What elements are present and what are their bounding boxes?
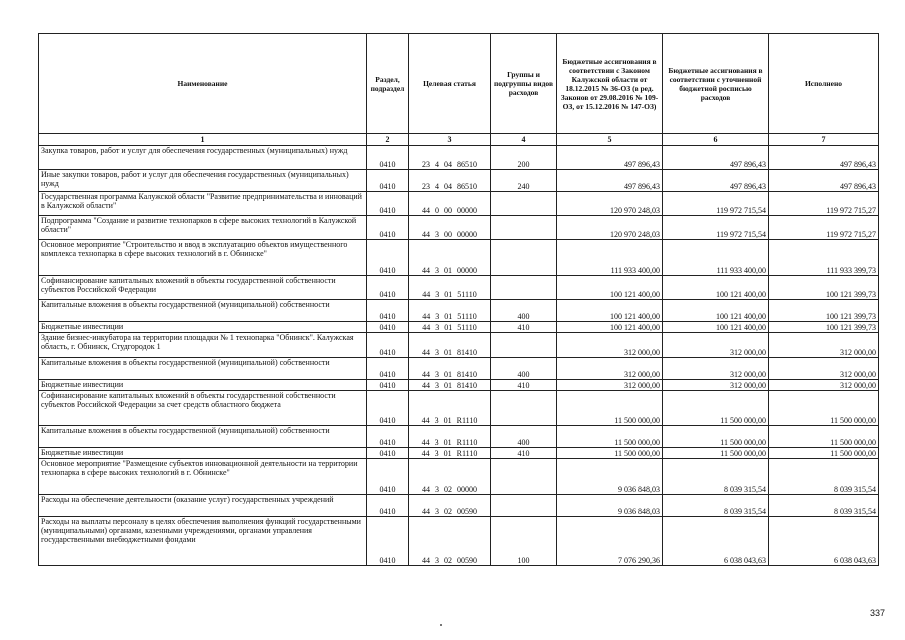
row-name: Основное мероприятие "Строительство и ввод в эксплуатацию объектов имущественного комплекса технопарка в сфере высоких технологий в г. Обнинске": [39, 240, 367, 276]
row-target-article: 44 3 01 81410: [409, 358, 491, 380]
row-executed: 119 972 715,27: [769, 192, 879, 216]
row-section: 0410: [367, 216, 409, 240]
table-row: [39, 391, 879, 426]
table-row: [39, 170, 879, 192]
row-budget-refined: 119 972 715,54: [663, 192, 769, 216]
row-budget-law: 497 896,43: [557, 146, 663, 170]
row-target-article: 44 3 01 81410: [409, 333, 491, 358]
budget-table: [38, 33, 879, 566]
page-number: 337: [869, 608, 885, 618]
table-row: [39, 216, 879, 240]
table-row: [39, 517, 879, 566]
row-executed: 497 896,43: [769, 170, 879, 192]
table-row: [39, 333, 879, 358]
table-row: [39, 240, 879, 276]
row-budget-law: 9 036 848,03: [557, 495, 663, 517]
row-section: 0410: [367, 276, 409, 300]
row-budget-refined: 497 896,43: [663, 146, 769, 170]
row-section: 0410: [367, 146, 409, 170]
row-budget-refined: 11 500 000,00: [663, 426, 769, 448]
row-budget-refined: 8 039 315,54: [663, 459, 769, 495]
row-target-article: 44 3 01 R1110: [409, 391, 491, 426]
column-number: 1: [39, 134, 367, 146]
row-executed: 312 000,00: [769, 358, 879, 380]
table-row: [39, 495, 879, 517]
row-executed: 111 933 399,73: [769, 240, 879, 276]
row-name: Бюджетные инвестиции: [39, 380, 367, 391]
row-name: Подпрограмма "Создание и развитие технопарков в сфере высоких технологий в Калужской области": [39, 216, 367, 240]
table-row: [39, 146, 879, 170]
scan-mark: [440, 624, 442, 626]
table-row: [39, 322, 879, 333]
row-section: 0410: [367, 322, 409, 333]
row-target-article: 44 3 01 51110: [409, 322, 491, 333]
row-executed: 312 000,00: [769, 380, 879, 391]
row-budget-law: 100 121 400,00: [557, 322, 663, 333]
row-expense-type: 410: [491, 322, 557, 333]
row-budget-law: 100 121 400,00: [557, 276, 663, 300]
header-row: [39, 34, 879, 134]
row-target-article: 44 3 02 00000: [409, 459, 491, 495]
row-target-article: 23 4 04 86510: [409, 146, 491, 170]
row-name: Расходы на обеспечение деятельности (оказание услуг) государственных учреждений: [39, 495, 367, 517]
row-section: 0410: [367, 380, 409, 391]
row-expense-type: [491, 459, 557, 495]
row-section: 0410: [367, 459, 409, 495]
column-number: 4: [491, 134, 557, 146]
row-name: Капитальные вложения в объекты государственной (муниципальной) собственности: [39, 426, 367, 448]
table-row: [39, 380, 879, 391]
column-number: 7: [769, 134, 879, 146]
row-expense-type: 400: [491, 358, 557, 380]
column-number-row: [39, 134, 879, 146]
row-executed: 100 121 399,73: [769, 300, 879, 322]
row-expense-type: 200: [491, 146, 557, 170]
table-body: [39, 146, 879, 566]
header-section: Раздел, подраздел: [367, 34, 409, 134]
row-section: 0410: [367, 391, 409, 426]
row-expense-type: 400: [491, 300, 557, 322]
row-executed: 119 972 715,27: [769, 216, 879, 240]
row-executed: 6 038 043,63: [769, 517, 879, 566]
row-budget-refined: 119 972 715,54: [663, 216, 769, 240]
row-target-article: 44 3 00 00000: [409, 216, 491, 240]
row-budget-law: 9 036 848,03: [557, 459, 663, 495]
row-budget-refined: 312 000,00: [663, 333, 769, 358]
row-name: Софинансирование капитальных вложений в объекты государственной собственности субъектов Российской Федерации за счет средств областного бюджета: [39, 391, 367, 426]
row-target-article: 44 3 02 00590: [409, 495, 491, 517]
row-name: Здание бизнес-инкубатора на территории площадки № 1 технопарка "Обнинск". Калужская область, г. Обнинск, Студгородок 1: [39, 333, 367, 358]
header-budget-law: Бюджетные ассигнования в соответствии с Законом Калужской области от 18.12.2015 № 36-ОЗ (в ред. Законов от 29.08.2016 № 109-ОЗ, от 15.12.2016 № 147-ОЗ): [557, 34, 663, 134]
row-budget-refined: 100 121 400,00: [663, 322, 769, 333]
row-target-article: 44 0 00 00000: [409, 192, 491, 216]
row-budget-law: 312 000,00: [557, 333, 663, 358]
row-section: 0410: [367, 426, 409, 448]
row-expense-type: [491, 192, 557, 216]
row-target-article: 44 3 02 00590: [409, 517, 491, 566]
row-section: 0410: [367, 517, 409, 566]
row-expense-type: [491, 216, 557, 240]
row-expense-type: [491, 240, 557, 276]
row-name: Основное мероприятие "Размещение субъектов инновационной деятельности на территории технопарка в сфере высоких технологий в г. Обнинске": [39, 459, 367, 495]
table-row: [39, 276, 879, 300]
row-budget-refined: 312 000,00: [663, 358, 769, 380]
row-name: Бюджетные инвестиции: [39, 448, 367, 459]
row-budget-law: 120 970 248,03: [557, 216, 663, 240]
row-budget-law: 100 121 400,00: [557, 300, 663, 322]
table-row: [39, 358, 879, 380]
row-budget-law: 312 000,00: [557, 380, 663, 391]
row-budget-refined: 8 039 315,54: [663, 495, 769, 517]
row-budget-law: 120 970 248,03: [557, 192, 663, 216]
row-name: Государственная программа Калужской области "Развитие предпринимательства и инноваций в Калужской области": [39, 192, 367, 216]
table-row: [39, 426, 879, 448]
row-section: 0410: [367, 240, 409, 276]
row-budget-law: 312 000,00: [557, 358, 663, 380]
column-number: 2: [367, 134, 409, 146]
row-name: Софинансирование капитальных вложений в объекты государственной собственности субъектов Российской Федерации: [39, 276, 367, 300]
row-section: 0410: [367, 170, 409, 192]
row-budget-refined: 100 121 400,00: [663, 276, 769, 300]
row-expense-type: [491, 495, 557, 517]
row-budget-refined: 111 933 400,00: [663, 240, 769, 276]
row-expense-type: [491, 391, 557, 426]
row-executed: 11 500 000,00: [769, 426, 879, 448]
row-budget-refined: 497 896,43: [663, 170, 769, 192]
row-budget-law: 11 500 000,00: [557, 391, 663, 426]
row-budget-refined: 6 038 043,63: [663, 517, 769, 566]
row-budget-refined: 312 000,00: [663, 380, 769, 391]
table-row: [39, 459, 879, 495]
row-section: 0410: [367, 448, 409, 459]
header-budget-refined: Бюджетные ассигнования в соответствии с уточненной бюджетной росписью расходов: [663, 34, 769, 134]
column-number: 3: [409, 134, 491, 146]
row-budget-law: 11 500 000,00: [557, 448, 663, 459]
row-budget-law: 11 500 000,00: [557, 426, 663, 448]
row-section: 0410: [367, 300, 409, 322]
header-name: Наименование: [39, 34, 367, 134]
row-name: Капитальные вложения в объекты государственной (муниципальной) собственности: [39, 300, 367, 322]
row-executed: 100 121 399,73: [769, 276, 879, 300]
row-target-article: 44 3 01 51110: [409, 276, 491, 300]
row-budget-refined: 11 500 000,00: [663, 448, 769, 459]
table-header: [39, 34, 879, 146]
row-expense-type: [491, 276, 557, 300]
row-executed: 8 039 315,54: [769, 495, 879, 517]
header-expense-types: Группы и подгруппы видов расходов: [491, 34, 557, 134]
column-number: 5: [557, 134, 663, 146]
row-name: Бюджетные инвестиции: [39, 322, 367, 333]
row-name: Расходы на выплаты персоналу в целях обеспечения выполнения функций государственными (муниципальными) органами, казенными учреждениями, органами управления государственными внебюджетными фондами: [39, 517, 367, 566]
row-section: 0410: [367, 192, 409, 216]
row-executed: 497 896,43: [769, 146, 879, 170]
row-executed: 11 500 000,00: [769, 448, 879, 459]
table-row: [39, 192, 879, 216]
row-name: Капитальные вложения в объекты государственной (муниципальной) собственности: [39, 358, 367, 380]
row-name: Иные закупки товаров, работ и услуг для обеспечения государственных (муниципальных) нужд: [39, 170, 367, 192]
row-expense-type: 100: [491, 517, 557, 566]
row-budget-law: 497 896,43: [557, 170, 663, 192]
row-budget-law: 111 933 400,00: [557, 240, 663, 276]
row-expense-type: 400: [491, 426, 557, 448]
row-expense-type: 240: [491, 170, 557, 192]
row-budget-refined: 100 121 400,00: [663, 300, 769, 322]
row-target-article: 44 3 01 81410: [409, 380, 491, 391]
row-target-article: 44 3 01 R1110: [409, 448, 491, 459]
row-expense-type: 410: [491, 380, 557, 391]
table-row: [39, 448, 879, 459]
table-row: [39, 300, 879, 322]
row-name: Закупка товаров, работ и услуг для обеспечения государственных (муниципальных) нужд: [39, 146, 367, 170]
row-section: 0410: [367, 495, 409, 517]
row-expense-type: 410: [491, 448, 557, 459]
row-budget-refined: 11 500 000,00: [663, 391, 769, 426]
header-target: Целевая статья: [409, 34, 491, 134]
row-executed: 11 500 000,00: [769, 391, 879, 426]
header-executed: Исполнено: [769, 34, 879, 134]
row-expense-type: [491, 333, 557, 358]
row-target-article: 44 3 01 00000: [409, 240, 491, 276]
row-section: 0410: [367, 333, 409, 358]
row-executed: 100 121 399,73: [769, 322, 879, 333]
column-number: 6: [663, 134, 769, 146]
row-section: 0410: [367, 358, 409, 380]
row-target-article: 23 4 04 86510: [409, 170, 491, 192]
row-executed: 312 000,00: [769, 333, 879, 358]
row-target-article: 44 3 01 R1110: [409, 426, 491, 448]
row-target-article: 44 3 01 51110: [409, 300, 491, 322]
row-budget-law: 7 076 290,36: [557, 517, 663, 566]
row-executed: 8 039 315,54: [769, 459, 879, 495]
